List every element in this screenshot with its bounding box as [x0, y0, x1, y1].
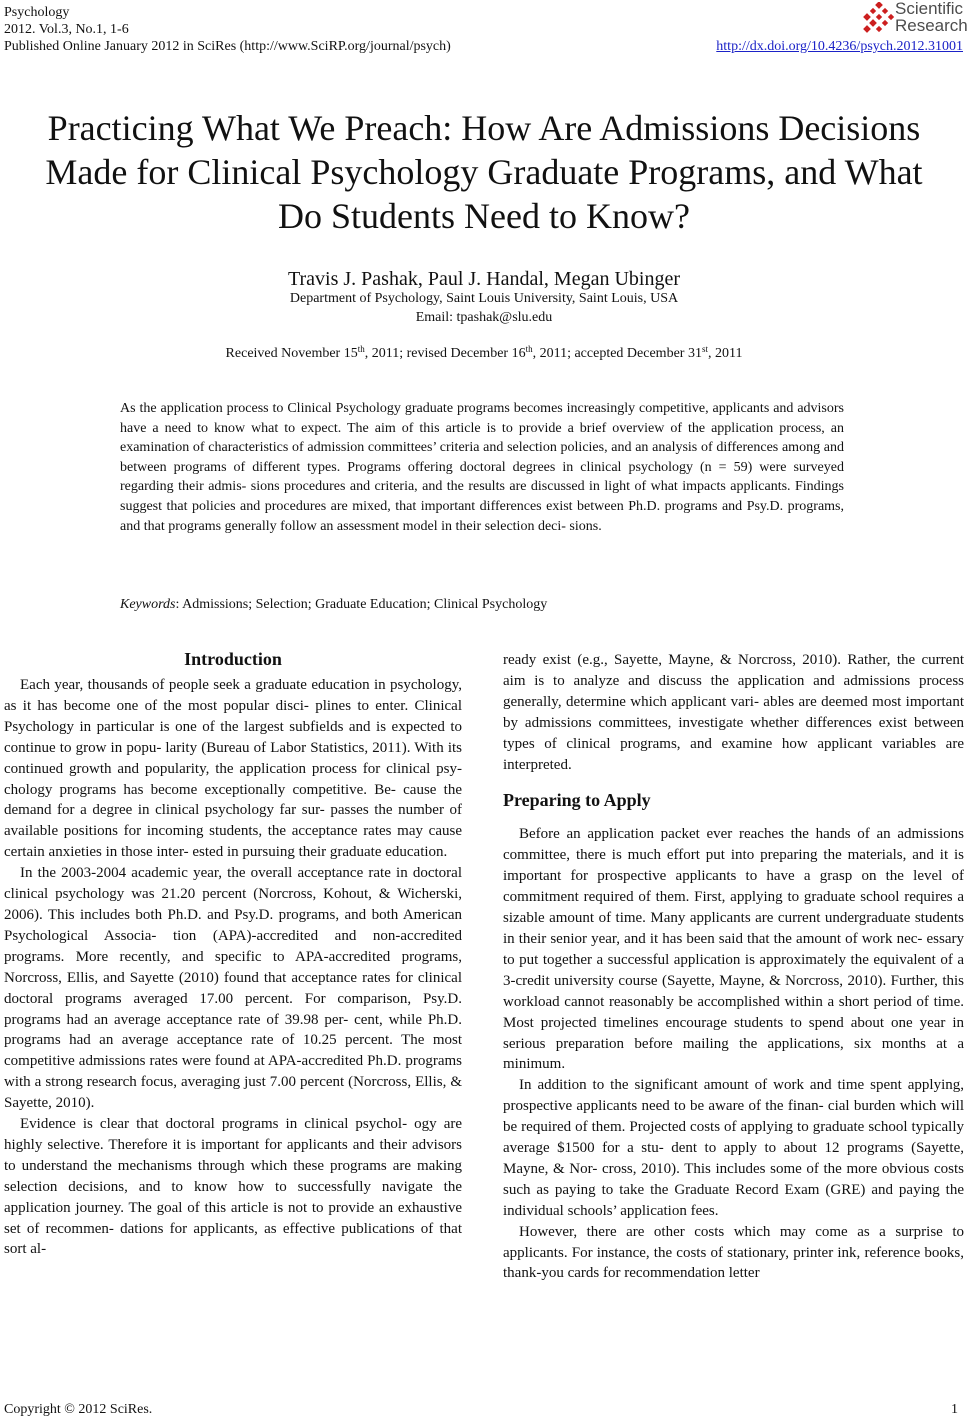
accepted-date: , 2011; accepted December 31	[532, 346, 702, 361]
body-paragraph: Before an application packet ever reaches the hands of an admissions committee, there is much effort put into preparing the materials, and it is important for prospective applicants to have a grasp on the level of commitment required of them. First, applying to graduate school requires a sizable amount of time. Many applicants are current undergraduate students in their senior year, and it has been said that the amount of work nec- essary to put together a successful application is approximately the equivalent of a 3-credit university course (Sayette, Mayne, & Norcross, 2010). Further, this workload cannot reasonably be accomplished within a short period of time. Most projected timelines encourage students to spend about one year in serious preparation before mailing the applications, six months at a minimum.	[503, 826, 964, 1073]
logo-diamond	[882, 8, 888, 14]
abstract: As the application process to Clinical Psychology graduate programs becomes increasingly competitive, applicants and advisors have a need to know what to expect. The aim of this article is to provide a brief overview of the application process, an examination of characteristics of admission committees’ criteria and selection policies, and an analysis of differences among and between programs of different types. Programs offering doctoral degrees in clinical psychology (n = 59) were surveyed regarding their admis- sions procedures and criteria, and the results are discussed in light of what impacts applicants. Findings suggest that policies and procedures are mixed, that important differences exist between Ph.D. programs and Psy.D. programs, and that programs generally follow an assessment model in their selection deci- sions.	[120, 401, 844, 534]
journal-name: Psychology	[4, 5, 70, 20]
body-paragraph: Each year, thousands of people seek a graduate education in psychology, as it has become one of the most popular disci- plines to enter. Clinical Psychology in particular is one of the largest subfields and is expected to continue to grow in popu- larity (Bureau of Labor Statistics, 2011). With its continued growth and popularity, the application process for clinical psy- chology programs has become exceptionally competitive. Be- cause the demand for a degree in clinical psychology far sur- passes the number of available positions for incoming students, the acceptance rates may cause certain anxieties in those inter- ested in pursuing their graduate education.	[4, 677, 462, 861]
revised-date: , 2011; revised December 16	[364, 346, 526, 361]
title-line-2: Made for Clinical Psychology Graduate Programs, and What	[45, 152, 923, 192]
body-paragraph: Evidence is clear that doctoral programs in clinical psychol- ogy are highly selective. Therefore it is important for applicants and their advisors to understand the mechanisms through which these programs are making selection decisions, and to know how to successfully navigate the application journey. The goal of this article is not to provide an exhaustive set of recommen- dations for applicants, as effective publications of that sort al-	[4, 1116, 462, 1258]
logo-diamond	[870, 8, 876, 14]
left-column	[4, 648, 462, 1260]
logo-diamond	[875, 2, 883, 9]
logo-diamond	[876, 14, 882, 20]
paper-title	[0, 106, 968, 238]
section-heading-preparing-to-apply: Preparing to Apply	[503, 790, 651, 811]
revised-ordinal: th	[525, 344, 533, 354]
right-column	[503, 650, 964, 1284]
received-date: Received November 15	[225, 346, 358, 361]
scientific-research-logo-icon	[862, 2, 896, 36]
logo-diamond	[882, 20, 888, 26]
publication-info: Published Online January 2012 in SciRes (http://www.SciRP.org/journal/psych)	[4, 39, 451, 54]
section-heading-introduction: Introduction	[184, 649, 282, 669]
copyright-notice: Copyright © 2012 SciRes.	[4, 1402, 153, 1417]
received-dates	[0, 345, 968, 363]
contact-email: Email: tpashak@slu.edu	[415, 310, 553, 325]
logo-diamond	[876, 26, 882, 32]
body-paragraph: In addition to the significant amount of work and time spent applying, prospective applicants need to be aware of the finan- cial burden which will be required of them. Projected costs of applying to graduate school typically average $1500 for a stu- dent to apply to about 12 programs (Sayette, Mayne, & Nor- cross, 2010). This includes some of the more obvious costs such as paying to take the Graduate Record Exam (GRE) and paying the individual schools’ application fees.	[503, 1077, 964, 1219]
body-paragraph: However, there are other costs which may come as a surprise to applicants. For instance, the costs of stationary, printer ink, reference books, thank-you cards for recommendation letter	[503, 1223, 964, 1282]
affiliation: Department of Psychology, Saint Louis University, Saint Louis, USA	[289, 291, 679, 306]
logo-diamond	[863, 25, 871, 33]
logo-diamond	[869, 19, 877, 27]
journal-volume: 2012. Vol.3, No.1, 1-6	[4, 22, 129, 37]
page-number: 1	[951, 1402, 958, 1417]
publisher-logo	[862, 0, 968, 40]
body-paragraph-continued: ready exist (e.g., Sayette, Mayne, & Norcross, 2010). Rather, the current aim is to analyze and discuss the application and admissions process generally, determine which applicant vari- ables are deemed most important by admissions committees, investigate whether differences exist between types of clinical programs, and examine how applicant variables are interpreted.	[503, 652, 964, 773]
keywords-label: Keywords	[120, 597, 176, 612]
title-line-1: Practicing What We Preach: How Are Admissions Decisions	[47, 108, 921, 148]
doi-link[interactable]: http://dx.doi.org/10.4236/psych.2012.31001	[716, 39, 963, 54]
logo-wordmark	[895, 0, 968, 34]
received-ordinal: th	[357, 344, 365, 354]
logo-diamond	[888, 14, 894, 20]
keywords	[120, 595, 844, 615]
body-paragraph: In the 2003-2004 academic year, the overall acceptance rate in doctoral clinical psychology was 21.20 percent (Norcross, Kohout, & Wicherski, 2006). This includes both Ph.D. and Psy.D. programs, and both American Psychological Associa- tion (APA)-accredited and non-accredited programs. More recently, and specific to APA-accredited programs, Norcross, Ellis, and Sayette (2010) found that acceptance rates for clinical doctoral programs averaged 17.00 percent. For comparison, Psy.D. programs had an average acceptance rate of 39.98 per- cent, while Ph.D. programs had an average acceptance rate of 10.25 percent. The most competitive admissions rates were found at APA-accredited Ph.D. programs with a strong research focus, averaging just 7.00 percent (Norcross, Ellis, & Sayette, 2010).	[4, 865, 462, 1112]
author-list: Travis J. Pashak, Paul J. Handal, Megan Ubinger	[287, 268, 680, 290]
accepted-year: , 2011	[707, 346, 743, 361]
title-line-3: Do Students Need to Know?	[278, 196, 690, 236]
accepted-ordinal: st	[701, 344, 708, 354]
journal-header	[4, 4, 451, 55]
logo-line-1: Scientific	[895, 0, 964, 18]
keywords-list: : Admissions; Selection; Graduate Education; Clinical Psychology	[175, 597, 548, 612]
logo-line-2: Research	[895, 16, 968, 35]
logo-diamond	[863, 13, 871, 21]
